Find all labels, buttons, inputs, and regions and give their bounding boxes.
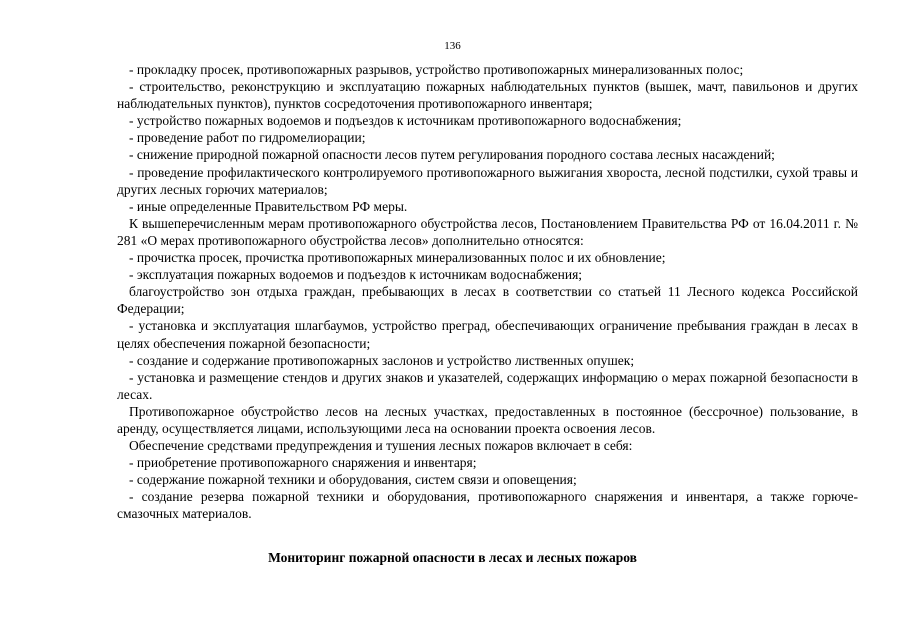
paragraph-11: благоустройство зон отдыха граждан, пребывающих в лесах в соответствии со статьей 11 Лесного кодекса Российской Федерации; [117, 284, 858, 317]
paragraph-1: - прокладку просек, противопожарных разрывов, устройство противопожарных минерализованных полос; [129, 62, 744, 77]
paragraph-12: - установка и эксплуатация шлагбаумов, устройство преград, обеспечивающих ограничение пребывания граждан в лесах в целях обеспечения пожарной безопасности; [117, 318, 858, 351]
paragraph-9: - прочистка просек, прочистка противопожарных минерализованных полос и их обновление; [129, 250, 666, 266]
body-text [117, 61, 858, 523]
paragraph-8: К вышеперечисленным мерам противопожарного обустройства лесов, Постановлением Правительства РФ от 16.04.2011 г. № 281 «О мерах противопожарного обустройства лесов» дополнительно относятся: [117, 215, 858, 248]
paragraph-2: - строительство, реконструкцию и эксплуатацию пожарных наблюдательных пунктов (вышек, мачт, павильонов и других наблюдательных пунктов), пунктов сосредоточения противопожарного инвентаря; [117, 79, 858, 112]
paragraph-10: - эксплуатация пожарных водоемов и подъездов к источникам водоснабжения; [129, 267, 583, 283]
paragraph-16: Обеспечение средствами предупреждения и тушения лесных пожаров включает в себя: [129, 438, 633, 454]
paragraph-5: - снижение природной пожарной опасности лесов путем регулирования породного состава лесных насаждений; [129, 147, 775, 163]
paragraph-18: - содержание пожарной техники и оборудования, систем связи и оповещения; [129, 472, 577, 488]
paragraph-3: - устройство пожарных водоемов и подъездов к источникам противопожарного водоснабжения; [129, 113, 682, 129]
paragraph-19: - создание резерва пожарной техники и оборудования, противопожарного снаряжения и инвентаря, а также горюче-смазочных материалов. [117, 489, 858, 522]
paragraph-14: - установка и размещение стендов и других знаков и указателей, содержащих информацию о мерах пожарной безопасности в лесах. [117, 369, 858, 402]
page-number: 136 [444, 40, 461, 52]
paragraph-7: - иные определенные Правительством РФ меры. [129, 198, 408, 214]
paragraph-4: - проведение работ по гидромелиорации; [129, 130, 366, 146]
paragraph-13: - создание и содержание противопожарных заслонов и устройство лиственных опушек; [129, 352, 635, 368]
paragraph-15: Противопожарное обустройство лесов на лесных участках, предоставленных в постоянное (бессрочное) пользование, в аренду, осуществляется лицами, использующими леса на основании проекта освоения лесов. [117, 403, 858, 436]
paragraph-6: - проведение профилактического контролируемого противопожарного выжигания хвороста, лесной подстилки, сухой травы и других лесных горючих материалов; [117, 164, 858, 197]
section-heading: Мониторинг пожарной опасности в лесах и лесных пожаров [268, 550, 637, 565]
paragraph-17: - приобретение противопожарного снаряжения и инвентаря; [129, 455, 477, 471]
